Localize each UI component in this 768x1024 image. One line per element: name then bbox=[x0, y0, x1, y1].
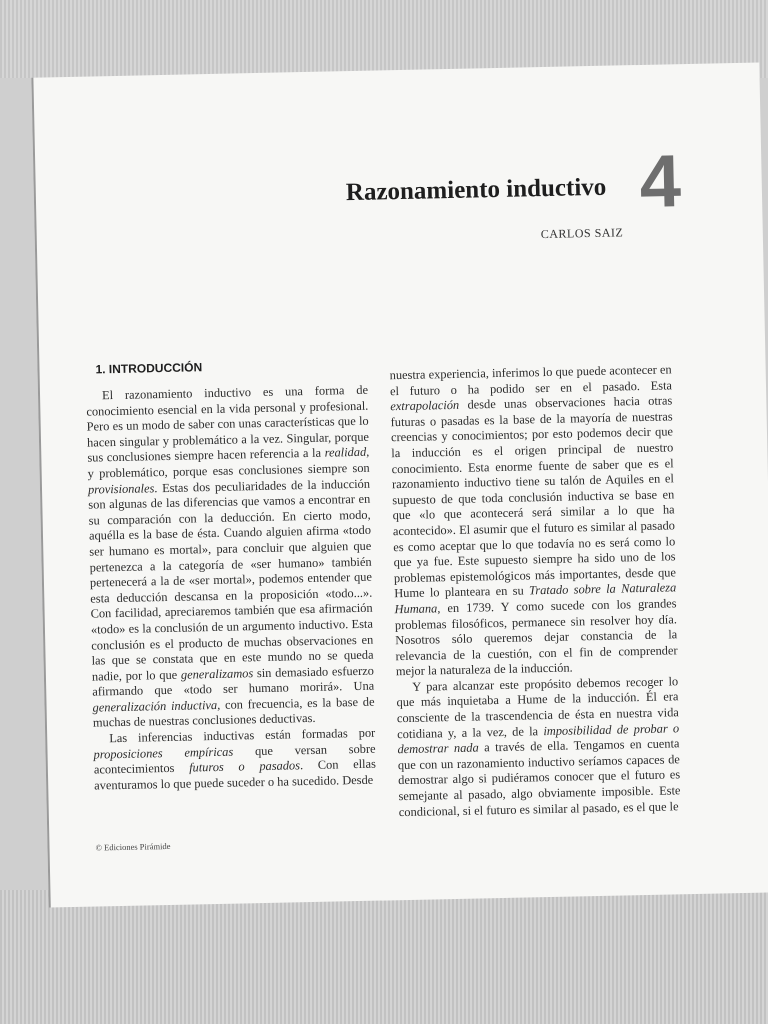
paragraph: Y para alcanzar este propósito debemos recoger lo que más inquietaba a Hume de la inducción. Él era consciente de la trascendencia de ésta en nuestra vida cotidiana y, a la vez, de la imposibilidad de probar o demostrar nada a través de ella. Tengamos en cuenta que con un razonamiento inductivo seríamos capaces de demostrar algo si pudiéramos conocer que el futuro es semejante al pasado, algo obviamente imposible. Este condicional, si el futuro es similar al pasado, es el que le bbox=[396, 674, 681, 819]
paragraph: El razonamiento inductivo es una forma de conocimiento esencial en la vida personal y profesional. Pero es un modo de saber con unas características que lo hacen singular y problemático a la vez. Singular, porque sus conclusiones siempre hacen referencia a la realidad, y problemático, porque esas conclusiones siempre son provisionales. Estas dos peculiaridades de la inducción son algunas de las diferencias que vamos a encontrar en su comparación con la deducción. En cierto modo, aquélla es la base de ésta. Cuando alguien afirma «todo ser humano es mortal», para concluir que alguien que pertenezca a la categoría de «ser humano» también pertenecerá a la de «ser mortal», podemos entender que esta deducción descansa en la proposición «todo...». Con facilidad, apreciaremos también que esa afirmación «todo» es la conclusión de un argumento inductivo. Esta conclusión es el producto de muchas observaciones en las que se constata que en este mundo no se queda nadie, por lo que generalizamos sin demasiado esfuerzo afirmando que «todo ser humano morirá». Una generalización inductiva, con frecuencia, es la base de muchas de nuestras conclusiones deductivas. bbox=[86, 382, 375, 731]
paragraph: Las inferencias inductivas están formadas por proposiciones empíricas que versan sobre acontecimientos futuros o pasados. Con ellas aventuramos lo que puede suceder o ha sucedido. Desde bbox=[93, 725, 377, 793]
left-column bbox=[86, 383, 376, 794]
chapter-author: CARLOS SAIZ bbox=[540, 225, 624, 242]
chapter-title: Razonamiento inductivo bbox=[345, 173, 607, 207]
page-edge bbox=[31, 78, 50, 908]
right-column bbox=[390, 362, 681, 820]
section-heading: 1. INTRODUCCIÓN bbox=[95, 360, 203, 377]
chapter-number: 4 bbox=[638, 139, 682, 223]
book-page bbox=[31, 62, 768, 907]
publisher-footer: © Ediciones Pirámide bbox=[95, 840, 171, 853]
scan-background-bottom bbox=[0, 890, 768, 1024]
paragraph: nuestra experiencia, inferimos lo que puede acontecer en el futuro o ha podido ser en el pasado. Esta extrapolación desde unas observaciones hacia otras futuras o pasadas es la base de la mayoría de nuestras creencias y conocimientos; por esto podemos decir que la inducción es el origen principal de nuestro conocimiento. Esta enorme fuente de saber que es el razonamiento inductivo tiene su talón de Aquiles en el supuesto de que toda conclusión inductiva se base en que «lo que acontecerá será similar a lo que ha acontecido». El asumir que el futuro es similar al pasado es como aceptar que lo que todavía no es será como lo que ya fue. Este supuesto siempre ha sido uno de los problemas epistemológicos más importantes, desde que Hume lo planteara en su Tratado sobre la Naturaleza Humana, en 1739. Y como sucede con los grandes problemas filosóficos, permanece sin resolver hoy día. Nosotros sólo queremos dejar constancia de la relevancia de la cuestión, con el fin de comprender mejor la naturaleza de la inducción. bbox=[389, 362, 678, 679]
